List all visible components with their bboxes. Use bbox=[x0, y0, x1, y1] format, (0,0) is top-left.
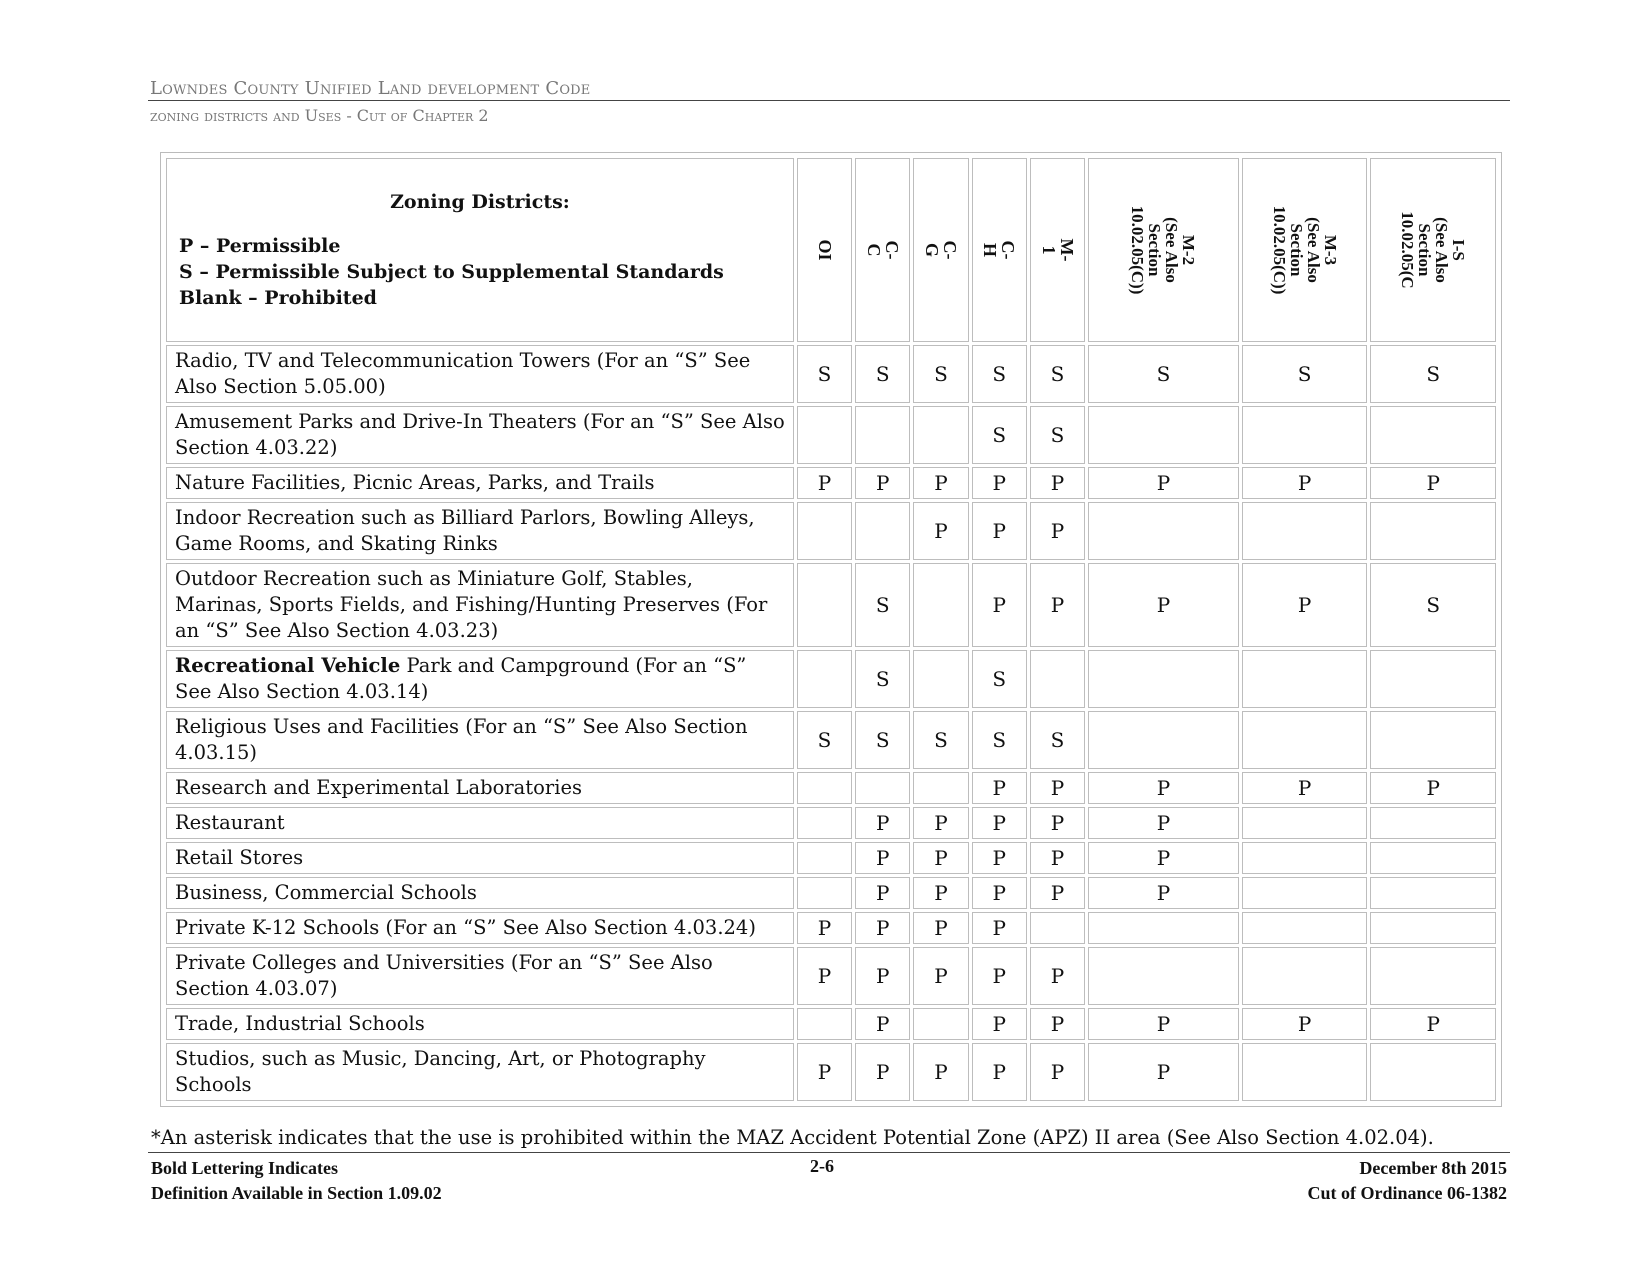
use-description bbox=[166, 563, 794, 647]
permission-cell bbox=[797, 502, 852, 560]
permission-cell bbox=[913, 772, 968, 804]
use-text: Restaurant bbox=[175, 811, 285, 834]
permission-cell: P bbox=[1030, 1043, 1085, 1101]
permission-cell bbox=[1242, 947, 1368, 1005]
use-text: Private Colleges and Universities (For an “S” See Also Section 4.03.07) bbox=[175, 951, 713, 1000]
permission-cell: P bbox=[913, 807, 968, 839]
footer-left bbox=[151, 1156, 442, 1206]
use-description bbox=[166, 947, 794, 1005]
permission-cell bbox=[1242, 711, 1368, 769]
permission-cell: P bbox=[1030, 807, 1085, 839]
table-row bbox=[166, 650, 1496, 708]
permission-cell: P bbox=[972, 877, 1027, 909]
legend-cell bbox=[166, 158, 794, 342]
use-text: Indoor Recreation such as Billiard Parlors, Bowling Alleys, Game Rooms, and Skating Rinks bbox=[175, 506, 755, 555]
permission-cell: P bbox=[1370, 1008, 1496, 1040]
permission-cell: P bbox=[1088, 842, 1239, 874]
table-row bbox=[166, 711, 1496, 769]
permission-cell: P bbox=[972, 1008, 1027, 1040]
permission-cell: S bbox=[1030, 711, 1085, 769]
use-description bbox=[166, 877, 794, 909]
table-row bbox=[166, 563, 1496, 647]
asterisk-footnote: *An asterisk indicates that the use is prohibited within the MAZ Accident Potential Zone (APZ) II area (See Also Section 4.02.04). bbox=[151, 1126, 1434, 1149]
permission-cell bbox=[913, 563, 968, 647]
permission-cell bbox=[1088, 406, 1239, 464]
footer-ordinance: Cut of Ordinance 06-1382 bbox=[1307, 1183, 1507, 1203]
use-description bbox=[166, 711, 794, 769]
header-row bbox=[166, 158, 1496, 342]
use-text: Studios, such as Music, Dancing, Art, or Photography Schools bbox=[175, 1047, 706, 1096]
permission-cell bbox=[797, 563, 852, 647]
permission-cell: P bbox=[1242, 563, 1368, 647]
permission-cell: P bbox=[913, 502, 968, 560]
permission-cell: S bbox=[972, 650, 1027, 708]
permission-cell: S bbox=[797, 711, 852, 769]
legend-supplemental: S – Permissible Subject to Supplemental Standards bbox=[179, 261, 724, 283]
permission-cell bbox=[1370, 502, 1496, 560]
zoning-table bbox=[163, 155, 1499, 1104]
permission-cell bbox=[1088, 502, 1239, 560]
permission-cell: P bbox=[972, 772, 1027, 804]
permission-cell bbox=[1242, 877, 1368, 909]
permission-cell bbox=[1370, 807, 1496, 839]
permission-cell: P bbox=[797, 912, 852, 944]
permission-cell: P bbox=[1088, 563, 1239, 647]
permission-cell bbox=[1370, 912, 1496, 944]
permission-cell: P bbox=[855, 842, 910, 874]
permission-cell: P bbox=[972, 807, 1027, 839]
permission-cell: S bbox=[913, 711, 968, 769]
use-text: Amusement Parks and Drive-In Theaters (For an “S” See Also Section 4.03.22) bbox=[175, 410, 785, 459]
permission-cell: P bbox=[1030, 467, 1085, 499]
permission-cell: S bbox=[1088, 345, 1239, 403]
permission-cell bbox=[1088, 912, 1239, 944]
permission-cell: P bbox=[1030, 502, 1085, 560]
table-row bbox=[166, 877, 1496, 909]
column-header-i-s: I-S (See Also Section 10.02.05(C bbox=[1370, 158, 1496, 342]
permission-cell: P bbox=[1370, 467, 1496, 499]
permission-cell bbox=[855, 772, 910, 804]
use-description bbox=[166, 650, 794, 708]
permission-cell: P bbox=[1088, 877, 1239, 909]
use-text: Private K-12 Schools (For an “S” See Also Section 4.03.24) bbox=[175, 916, 756, 939]
column-header-c-c: C-C bbox=[855, 158, 910, 342]
permission-cell bbox=[1370, 406, 1496, 464]
permission-cell: S bbox=[972, 711, 1027, 769]
use-description bbox=[166, 842, 794, 874]
footer-definition-note: Definition Available in Section 1.09.02 bbox=[151, 1183, 442, 1203]
permission-cell: P bbox=[972, 842, 1027, 874]
table-row bbox=[166, 807, 1496, 839]
use-description bbox=[166, 467, 794, 499]
table-row bbox=[166, 406, 1496, 464]
permission-cell: P bbox=[797, 467, 852, 499]
permission-cell: P bbox=[855, 1043, 910, 1101]
permission-cell: S bbox=[1030, 345, 1085, 403]
use-description bbox=[166, 1043, 794, 1101]
permission-cell: S bbox=[1370, 345, 1496, 403]
permission-cell: P bbox=[972, 467, 1027, 499]
permission-cell: P bbox=[1088, 467, 1239, 499]
permission-cell: P bbox=[855, 807, 910, 839]
permission-cell: S bbox=[913, 345, 968, 403]
footer-rule bbox=[148, 1152, 1510, 1153]
table-row bbox=[166, 345, 1496, 403]
table-row bbox=[166, 502, 1496, 560]
legend-permissible: P – Permissible bbox=[179, 235, 341, 257]
permission-cell bbox=[797, 877, 852, 909]
page-number: 2-6 bbox=[810, 1156, 834, 1176]
permission-cell: P bbox=[797, 1043, 852, 1101]
permission-cell bbox=[1242, 842, 1368, 874]
permission-cell bbox=[1088, 711, 1239, 769]
use-text: Trade, Industrial Schools bbox=[175, 1012, 425, 1035]
column-header-oi: OI bbox=[797, 158, 852, 342]
table-row bbox=[166, 467, 1496, 499]
use-text: Radio, TV and Telecommunication Towers (For an “S” See Also Section 5.05.00) bbox=[175, 349, 751, 398]
defined-term: Recreational Vehicle bbox=[175, 654, 401, 677]
permission-cell: P bbox=[855, 912, 910, 944]
use-description bbox=[166, 772, 794, 804]
permission-cell: P bbox=[1030, 877, 1085, 909]
permission-cell: P bbox=[913, 912, 968, 944]
permission-cell: S bbox=[1370, 563, 1496, 647]
permission-cell: P bbox=[1088, 807, 1239, 839]
permission-cell: S bbox=[1242, 345, 1368, 403]
use-description bbox=[166, 406, 794, 464]
permission-cell: P bbox=[913, 877, 968, 909]
permission-cell bbox=[1030, 912, 1085, 944]
use-text: Park and Campground (For an “S” See Also Section 4.03.14) bbox=[175, 654, 747, 703]
permission-cell bbox=[797, 406, 852, 464]
table-row bbox=[166, 947, 1496, 1005]
permission-cell: P bbox=[855, 1008, 910, 1040]
use-text: Research and Experimental Laboratories bbox=[175, 776, 582, 799]
permission-cell: P bbox=[1370, 772, 1496, 804]
use-text: Religious Uses and Facilities (For an “S” See Also Section 4.03.15) bbox=[175, 715, 748, 764]
permission-cell bbox=[855, 406, 910, 464]
column-header-c-g: C-G bbox=[913, 158, 968, 342]
permission-cell bbox=[1242, 650, 1368, 708]
permission-cell: P bbox=[1030, 563, 1085, 647]
permission-cell: P bbox=[913, 467, 968, 499]
permission-cell bbox=[913, 650, 968, 708]
legend-prohibited: Blank – Prohibited bbox=[179, 287, 377, 309]
permission-cell bbox=[797, 772, 852, 804]
column-header-m-2: M-2 (See Also Section 10.02.05(C)) bbox=[1088, 158, 1239, 342]
document-header-title: Lowndes County Unified Land development Code bbox=[150, 78, 591, 99]
permission-cell bbox=[1088, 947, 1239, 1005]
permission-cell: P bbox=[855, 467, 910, 499]
permission-cell: S bbox=[855, 650, 910, 708]
table-row bbox=[166, 842, 1496, 874]
permission-cell: P bbox=[972, 912, 1027, 944]
column-header-c-h: C-H bbox=[972, 158, 1027, 342]
use-description bbox=[166, 345, 794, 403]
permission-cell: P bbox=[855, 877, 910, 909]
permission-cell bbox=[797, 1008, 852, 1040]
permission-cell: P bbox=[1030, 1008, 1085, 1040]
permission-cell: P bbox=[855, 947, 910, 1005]
use-description bbox=[166, 807, 794, 839]
permission-cell bbox=[1370, 877, 1496, 909]
permission-cell: P bbox=[972, 502, 1027, 560]
permission-cell: P bbox=[1088, 1008, 1239, 1040]
table-row bbox=[166, 1008, 1496, 1040]
footer-date: December 8th 2015 bbox=[1359, 1158, 1507, 1178]
permission-cell: S bbox=[797, 345, 852, 403]
use-text: Nature Facilities, Picnic Areas, Parks, and Trails bbox=[175, 471, 655, 494]
permission-cell: P bbox=[972, 563, 1027, 647]
permission-cell: P bbox=[1030, 842, 1085, 874]
permission-cell: P bbox=[1030, 772, 1085, 804]
permission-cell bbox=[1242, 807, 1368, 839]
permission-cell bbox=[1242, 912, 1368, 944]
table-row bbox=[166, 1043, 1496, 1101]
permission-cell: S bbox=[855, 563, 910, 647]
permission-cell: S bbox=[1030, 406, 1085, 464]
permission-cell bbox=[1242, 1043, 1368, 1101]
permission-cell: P bbox=[1088, 1043, 1239, 1101]
permission-cell bbox=[797, 807, 852, 839]
permission-cell: P bbox=[913, 1043, 968, 1101]
permission-cell bbox=[1370, 650, 1496, 708]
use-description bbox=[166, 502, 794, 560]
use-description bbox=[166, 912, 794, 944]
permission-cell bbox=[797, 650, 852, 708]
permission-cell bbox=[1088, 650, 1239, 708]
permission-cell bbox=[797, 842, 852, 874]
use-text: Outdoor Recreation such as Miniature Golf, Stables, Marinas, Sports Fields, and Fishing/Hunting Preserves (For an “S” See Also Section 4.03.23) bbox=[175, 567, 768, 642]
permission-cell bbox=[1370, 711, 1496, 769]
table-row bbox=[166, 912, 1496, 944]
permission-cell: S bbox=[855, 345, 910, 403]
header-rule bbox=[148, 100, 1510, 101]
permission-cell: P bbox=[972, 947, 1027, 1005]
permission-cell: P bbox=[1242, 772, 1368, 804]
permission-cell: S bbox=[972, 345, 1027, 403]
permission-cell: P bbox=[972, 1043, 1027, 1101]
zoning-table-frame bbox=[160, 152, 1502, 1107]
permission-cell bbox=[1030, 650, 1085, 708]
table-row bbox=[166, 772, 1496, 804]
permission-cell: S bbox=[855, 711, 910, 769]
permission-cell: P bbox=[1030, 947, 1085, 1005]
permission-cell bbox=[1370, 1043, 1496, 1101]
permission-cell bbox=[913, 406, 968, 464]
column-header-m-1: M-1 bbox=[1030, 158, 1085, 342]
footer-bold-note: Bold Lettering Indicates bbox=[151, 1158, 338, 1178]
permission-cell bbox=[1370, 947, 1496, 1005]
column-header-m-3: M-3 (See Also Section 10.02.05(C)) bbox=[1242, 158, 1368, 342]
document-header-subtitle: zoning districts and Uses - Cut of Chapter 2 bbox=[150, 106, 489, 125]
permission-cell bbox=[1370, 842, 1496, 874]
permission-cell bbox=[855, 502, 910, 560]
legend-title: Zoning Districts: bbox=[390, 191, 570, 213]
footer-right bbox=[1308, 1156, 1508, 1206]
permission-cell: P bbox=[797, 947, 852, 1005]
use-text: Business, Commercial Schools bbox=[175, 881, 477, 904]
permission-cell: P bbox=[913, 842, 968, 874]
use-text: Retail Stores bbox=[175, 846, 304, 869]
permission-cell bbox=[1242, 502, 1368, 560]
permission-cell: P bbox=[1242, 467, 1368, 499]
permission-cell: S bbox=[972, 406, 1027, 464]
permission-cell bbox=[913, 1008, 968, 1040]
permission-cell: P bbox=[1088, 772, 1239, 804]
use-description bbox=[166, 1008, 794, 1040]
permission-cell bbox=[1242, 406, 1368, 464]
permission-cell: P bbox=[1242, 1008, 1368, 1040]
permission-cell: P bbox=[913, 947, 968, 1005]
